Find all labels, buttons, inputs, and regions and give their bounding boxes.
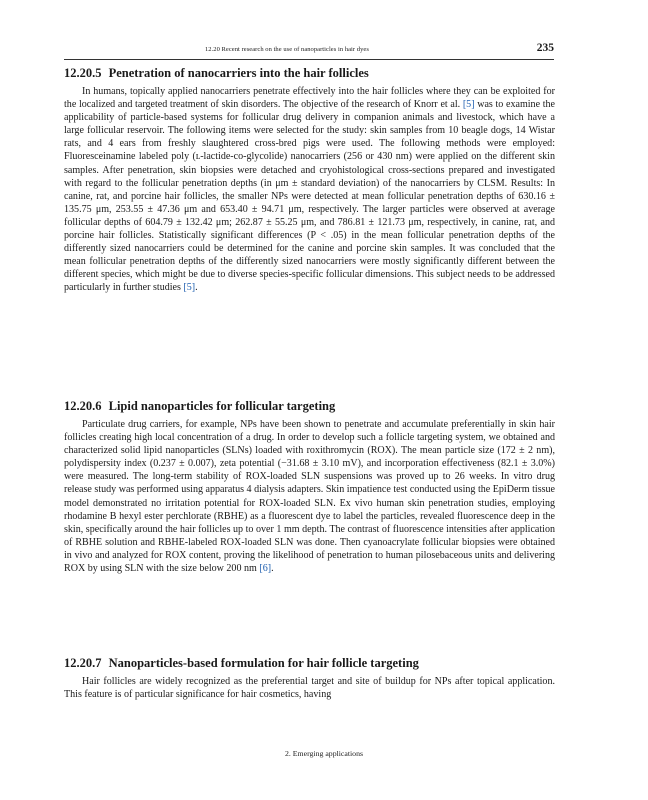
section-number: 12.20.5 [64,66,102,80]
section-paragraph [64,675,555,701]
citation-link[interactable]: [5] [183,282,196,294]
header-rule [64,59,554,60]
paragraph-text: . [195,282,198,294]
section-paragraph [64,418,555,575]
section-12-20-5 [64,65,555,295]
section-number: 12.20.6 [64,399,102,413]
section-12-20-7 [64,655,555,701]
paragraph-text: Hair follicles are widely recognized as the preferential target and site of buildup for NPs after topical application. This feature is of particular significance for hair cosmetics, having [64,676,555,701]
footer: 2. Emerging applications [284,749,364,758]
paragraph-text: was to examine the applicability of particle-based systems for follicular drug delivery in companion animals and livestock, which have a large follicular reservoir. The following items were selected for the study: skin samples from 10 beagle dogs, 14 Wistar rats, and 4 ears from freshly slaughtered cross-bred pigs were used. The following methods were employed: Fluoresceinamine labeled poly (ʟ-lactide-co-glycolide) nanocarriers (256 or 430 nm) were applied on the different skin samples. After penetration, skin biopsies were detached and cryohistological cross-sections prepared and investigated with regard to the follicular penetration depths (in μm ± standard deviation) of the nanocarriers by CLSM. Results: In canine, rat, and porcine hair follicles, the smaller NPs were detected at mean follicular penetration depths of 630.16 ± 135.75 μm, 253.55 ± 47.36 μm and 653.40 ± 94.71 μm, respectively. The larger particles were observed at average follicular depths of 604.79 ± 132.42 μm; 262.87 ± 55.25 μm, and 786.81 ± 121.73 μm, respectively, in canine, rat, and porcine hair follicles. Statistically significant differences (P < .05) in the mean follicular penetration depths of the differently sized nanocarriers could be determined for the canine and porcine skin samples. It was concluded that the mean follicular penetration depths of the differently sized nanocarriers were mostly significantly different between the different species, which might be due to diverse species-specific follicular dimensions. This subject needs to be addressed particularly in further studies [64,99,555,294]
section-title: Penetration of nanocarriers into the hair follicles [108,66,369,80]
section-number: 12.20.7 [64,656,102,670]
running-head-title: 12.20 Recent research on the use of nanoparticles in hair dyes [205,46,369,53]
paragraph-text: . [271,563,274,575]
running-head [64,42,554,60]
page-number: 235 [536,42,554,54]
section-title: Nanoparticles-based formulation for hair follicle targeting [108,656,419,670]
section-12-20-6 [64,398,555,575]
section-heading [64,65,555,81]
citation-link[interactable]: [5] [462,99,475,111]
citation-link[interactable]: [6] [259,563,272,575]
paragraph-text: Particulate drug carriers, for example, NPs have been shown to penetrate and accumulate preferentially in skin hair follicles creating high local concentration of a drug. In order to develop such a follicle targeting system, we obtained and characterized solid lipid nanoparticles (SLNs) loaded with roxithromycin (ROX). The mean particle size (172 ± 2 nm), polydispersity index (0.237 ± 0.007), zeta potential (−31.68 ± 3.10 mV), and incorporation effectiveness (82.1 ± 3.0%) were measured. The long-term stability of ROX-loaded SLN suspensions was proved up to 26 weeks. In vitro drug release study was performed using apparatus 4 dialysis adapters. Skin impatience test conducted using the EpiDerm tissue model demonstrated no irritation potential for ROX-loaded SLN. Ex vivo human skin penetration studies, employing rhodamine B hexyl ester perchlorate (RBHE) as a fluorescent dye to label the particles, revealed fluorescence deep in the skin, specifically around the hair follicles up to over 1 mm depth. The contrast of fluorescence intensities after application of RBHE solution and RBHE-labeled ROX-loaded SLN was done. Then cyanoacrylate follicular biopsies were obtained in vivo and analyzed for ROX content, proving the likelihood of penetration to human pilosebaceous units and delivering ROX by using SLN with the size below 200 nm [64,419,555,575]
section-title: Lipid nanoparticles for follicular targeting [108,399,336,413]
section-paragraph [64,85,555,295]
section-heading [64,655,555,671]
paragraph-text: In humans, topically applied nanocarriers penetrate effectively into the hair follicles where they can be exploited for the localized and targeted treatment of skin disorders. The objective of the research of Knorr et al. [64,86,555,111]
section-heading [64,398,555,414]
